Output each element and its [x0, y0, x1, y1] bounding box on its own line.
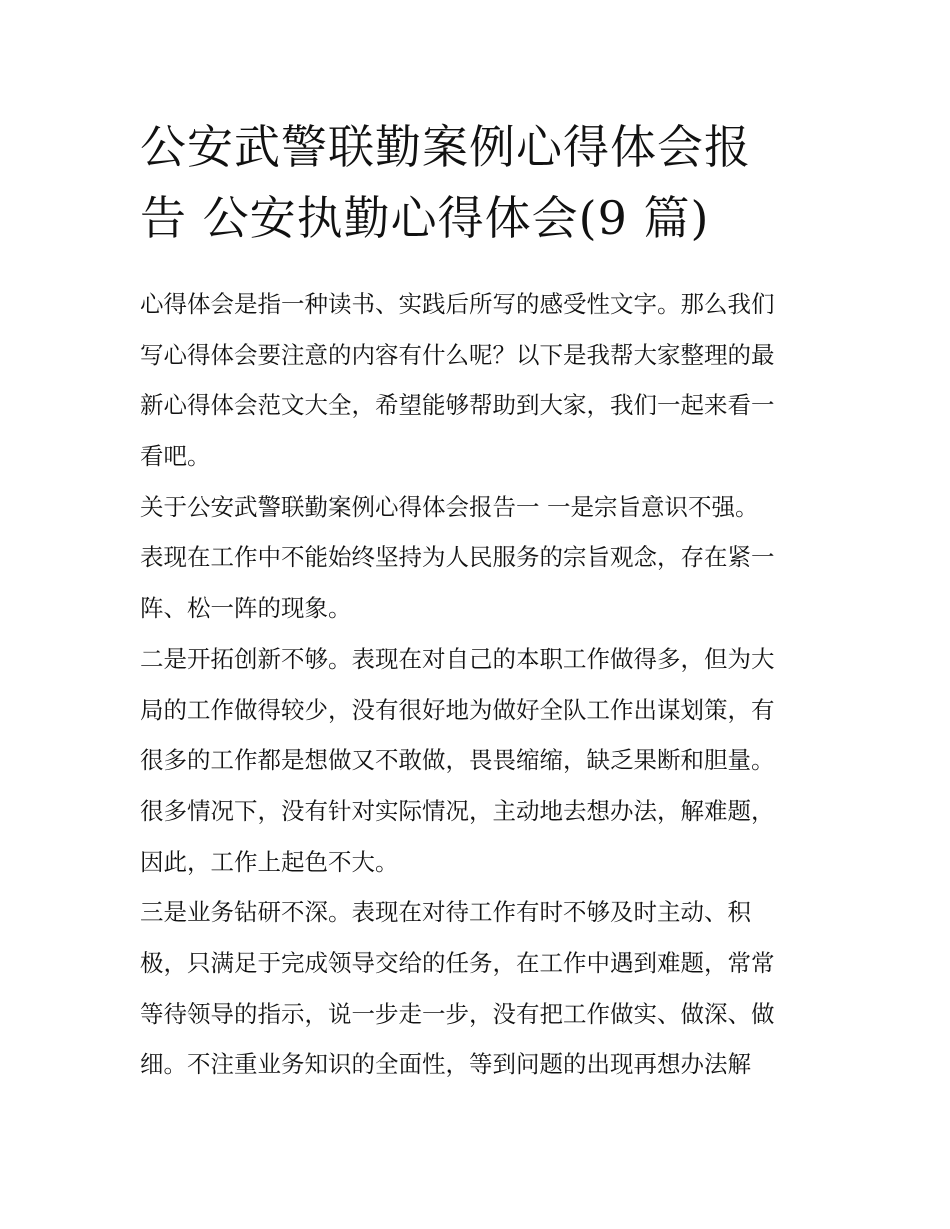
body-line: 看吧。 — [140, 442, 211, 471]
body-line: 阵、松一阵的现象。 — [140, 594, 352, 623]
title-line: 公安武警联勤案例心得体会报 — [140, 120, 751, 174]
body-line: 心得体会是指一种读书、实践后所写的感受性文字。那么我们 — [140, 290, 775, 318]
body-line: 表现在工作中不能始终坚持为人民服务的宗旨观念，存在紧一 — [140, 543, 775, 572]
document-body — [140, 279, 820, 1090]
body-line: 局的工作做得较少，没有很好地为做好全队工作出谋划策，有 — [140, 695, 775, 724]
body-line: 等待领导的指示，说一步走一步，没有把工作做实、做深、做 — [140, 999, 775, 1028]
body-line: 新心得体会范文大全，希望能够帮助到大家，我们一起来看一 — [140, 391, 775, 420]
body-line: 二是开拓创新不够。表现在对自己的本职工作做得多，但为大 — [140, 644, 775, 673]
body-line: 三是业务钻研不深。表现在对待工作有时不够及时主动、积 — [140, 898, 751, 927]
body-line: 因此，工作上起色不大。 — [140, 847, 399, 876]
body-line: 极，只满足于完成领导交给的任务，在工作中遇到难题，常常 — [140, 948, 775, 977]
body-line: 写心得体会要注意的内容有什么呢？以下是我帮大家整理的最 — [140, 340, 775, 369]
title-line: 告 公安执勤心得体会(9 篇) — [140, 191, 710, 245]
body-line: 关于公安武警联勤案例心得体会报告一 一是宗旨意识不强。 — [140, 492, 759, 521]
body-line: 很多的工作都是想做又不敢做，畏畏缩缩，缺乏果断和胆量。 — [140, 746, 775, 775]
body-line: 很多情况下，没有针对实际情况，主动地去想办法，解难题， — [140, 796, 775, 825]
body-line: 细。不注重业务知识的全面性，等到问题的出现再想办法解 — [140, 1050, 751, 1079]
document-title — [140, 112, 820, 254]
